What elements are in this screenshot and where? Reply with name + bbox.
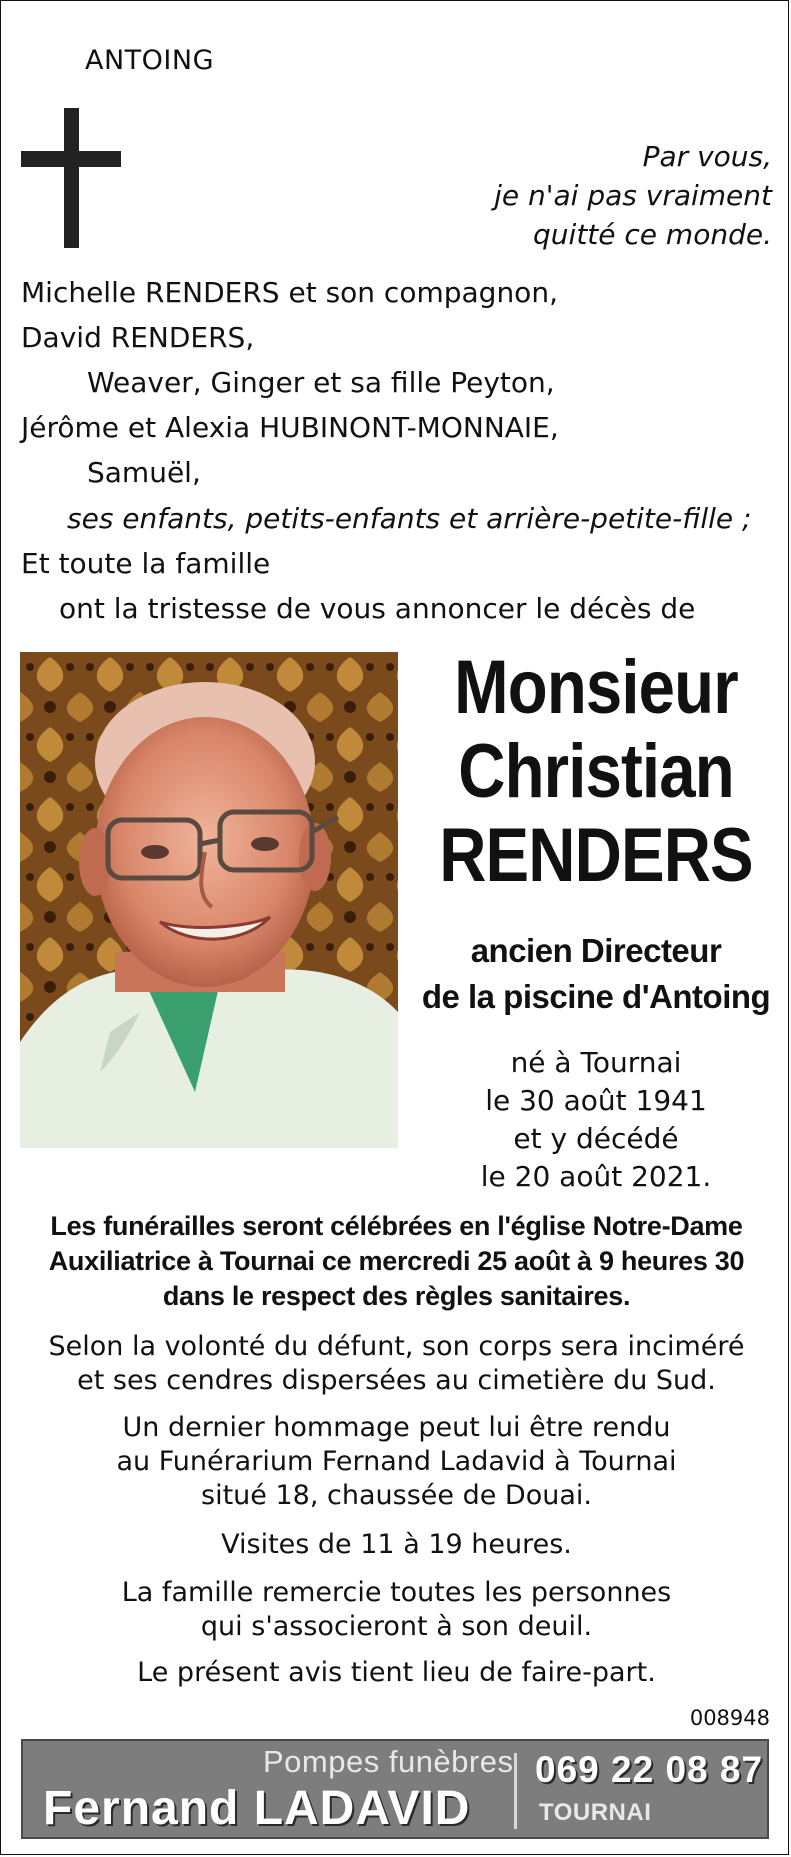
funeral-line: Auxiliatrice à Tournai ce mercredi 25 août à 9 heures 30 [48,1246,745,1276]
funeral-home-city: TOURNAI [539,1799,652,1826]
location-heading: ANTOING [85,45,214,76]
reference-number: 008948 [689,1706,770,1730]
deceased-name-line: Christian [458,729,734,814]
visits-paragraph [11,1528,782,1562]
deceased-role-line: ancien Directeur [470,932,722,969]
info-line: Visites de 11 à 19 heures. [221,1529,572,1560]
cross-icon [21,108,121,248]
family-line: Michelle RENDERS et son compagnon, [21,276,558,309]
info-line: qui s'associeront à son deuil. [200,1611,593,1642]
birth-death-line: et y décédé [513,1122,679,1155]
family-line: David RENDERS, [21,321,255,354]
info-line: et ses cendres dispersées au cimetière du Sud. [77,1365,716,1396]
info-line: situé 18, chaussée de Douai. [201,1480,592,1511]
funeral-home-banner [21,1739,769,1839]
info-line: au Funérarium Fernand Ladavid à Tournai [116,1446,677,1477]
info-line: La famille remercie toutes les personnes [121,1577,672,1608]
family-line: Et toute la famille [21,547,271,580]
thanks-paragraph [11,1576,782,1644]
deceased-role-line: de la piscine d'Antoing [421,978,771,1015]
funeral-home-name: Fernand LADAVID [43,1782,471,1835]
deceased-photo [20,652,398,1148]
family-relation-line: ses enfants, petits-enfants et arrière-petite-fille ; [67,502,752,535]
birth-death-line: le 30 août 1941 [485,1084,707,1117]
funeral-line: dans le respect des règles sanitaires. [162,1281,631,1311]
tribute-paragraph [11,1411,782,1513]
funeral-home-phone[interactable]: 069 22 08 87 [535,1749,764,1790]
announcement-line: ont la tristesse de vous annoncer le décès de [59,592,696,625]
family-line: Jérôme et Alexia HUBINONT-MONNAIE, [21,411,559,444]
family-line: Samuël, [87,456,201,489]
quote-line: je n'ai pas vraiment [494,179,772,212]
birth-death-line: né à Tournai [510,1046,682,1079]
deceased-name-line: Monsieur [454,645,738,730]
funeral-details [11,1209,782,1314]
banner-divider [514,1753,517,1829]
info-line: Un dernier hommage peut lui être rendu [122,1412,671,1443]
info-line: Le présent avis tient lieu de faire-part. [137,1657,656,1688]
quote-line: Par vous, [642,140,772,173]
family-line: Weaver, Ginger et sa fille Peyton, [87,366,555,399]
deceased-name-line: RENDERS [439,813,753,898]
info-line: Selon la volonté du défunt, son corps sera inciméré [48,1331,745,1362]
epitaph-quote [352,137,772,254]
cremation-paragraph [11,1330,782,1398]
quote-line: quitté ce monde. [533,218,772,251]
funeral-line: Les funérailles seront célébrées en l'église Notre-Dame [50,1211,743,1241]
faire-part-paragraph [11,1656,782,1690]
funeral-home-tagline: Pompes funèbres [263,1744,514,1779]
birth-death-line: le 20 août 2021. [480,1160,712,1193]
